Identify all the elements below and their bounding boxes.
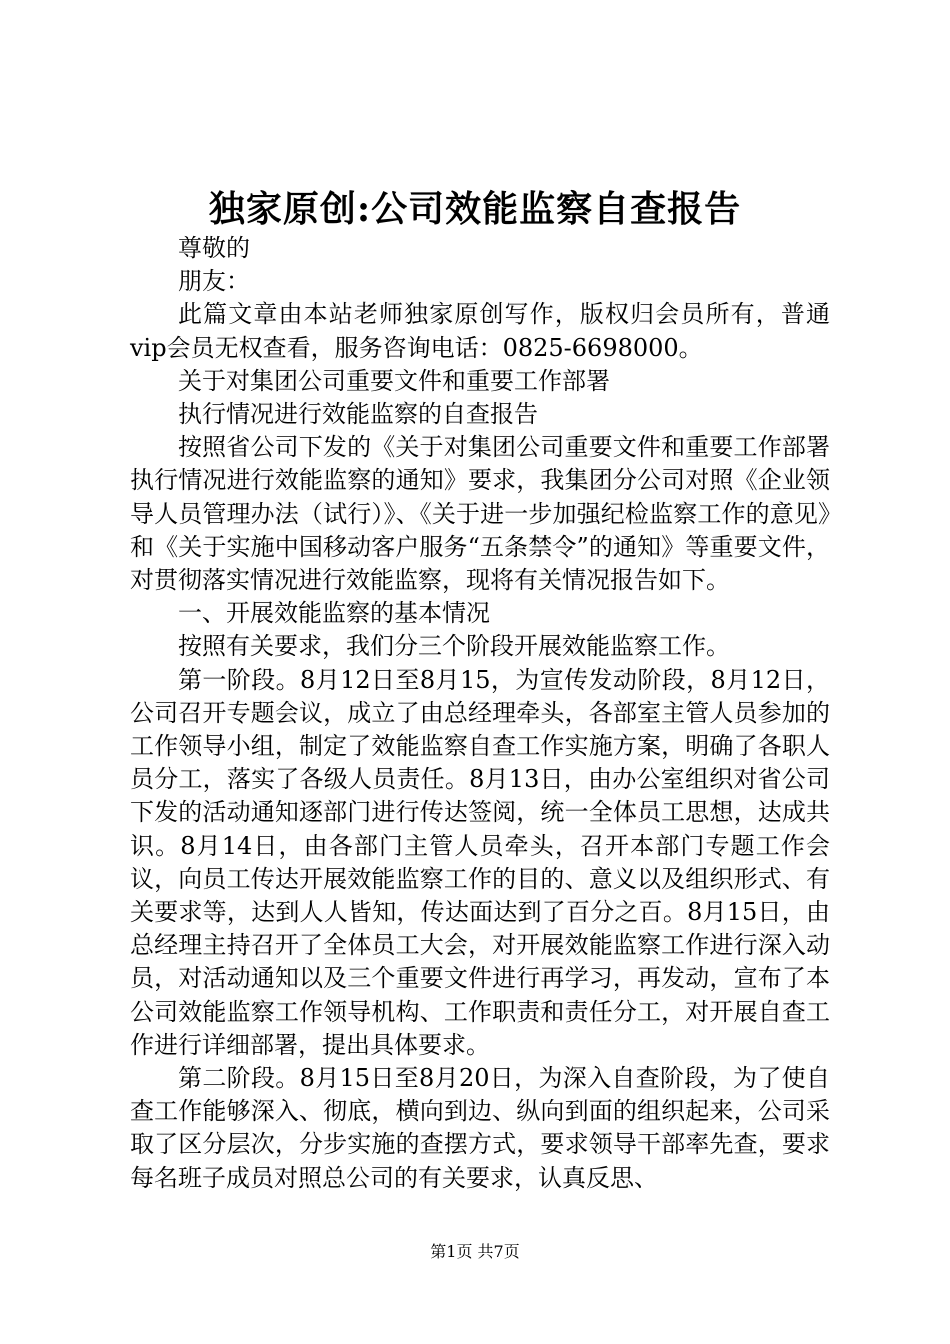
copyright-notice: 此篇文章由本站老师独家原创写作，版权归会员所有，普通vip会员无权查看，服务咨询电话：0825-6698000。 [130,300,830,362]
report-subtitle-line-1: 关于对集团公司重要文件和重要工作部署 [178,366,610,395]
page-footer: 第1页 共7页 [430,1242,520,1261]
phase-two-paragraph: 第二阶段。8月15日至8月20日，为深入自查阶段，为了使自查工作能够深入、彻底，横向到边、纵向到面的组织起来，公司采取了区分层次，分步实施的查摆方式，要求领导干部率先查，要求每名班子成员对照总公司的有关要求，认真反思、 [130,1064,830,1192]
document-title: 独家原创:公司效能监察自查报告 [208,188,742,230]
document-body [130,232,830,1195]
salutation-line-1: 尊敬的 [178,234,250,262]
intro-paragraph: 按照省公司下发的《关于对集团公司重要文件和重要工作部署执行情况进行效能监察的通知》要求，我集团分公司对照《企业领导人员管理办法（试行）》、《关于进一步加强纪检监察工作的意见》和《关于实施中国移动客户服务“五条禁令”的通知》等重要文件，对贯彻落实情况进行效能监察，现将有关情况报告如下。 [130,433,830,595]
phase-one-paragraph: 第一阶段。8月12日至8月15，为宣传发动阶段，8月12日，公司召开专题会议，成立了由总经理牵头，各部室主管人员参加的工作领导小组，制定了效能监察自查工作实施方案，明确了各职人员分工，落实了各级人员责任。8月13日，由办公室组织对省公司下发的活动通知逐部门进行传达签阅，统一全体员工思想，达成共识。8月14日，由各部门主管人员牵头，召开本部门专题工作会议，向员工传达开展效能监察工作的目的、意义以及组织形式、有关要求等，达到人人皆知，传达面达到了百分之百。8月15日，由总经理主持召开了全体员工大会，对开展效能监察工作进行深入动员，对活动通知以及三个重要文件进行再学习，再发动，宣布了本公司效能监察工作领导机构、工作职责和责任分工，对开展自查工作进行详细部署，提出具体要求。 [130,665,830,1059]
report-subtitle-line-2: 执行情况进行效能监察的自查报告 [178,400,538,429]
salutation-line-2: 朋友： [178,267,250,296]
section-intro: 按照有关要求，我们分三个阶段开展效能监察工作。 [178,632,730,661]
section-heading-1: 一、开展效能监察的基本情况 [178,599,490,628]
